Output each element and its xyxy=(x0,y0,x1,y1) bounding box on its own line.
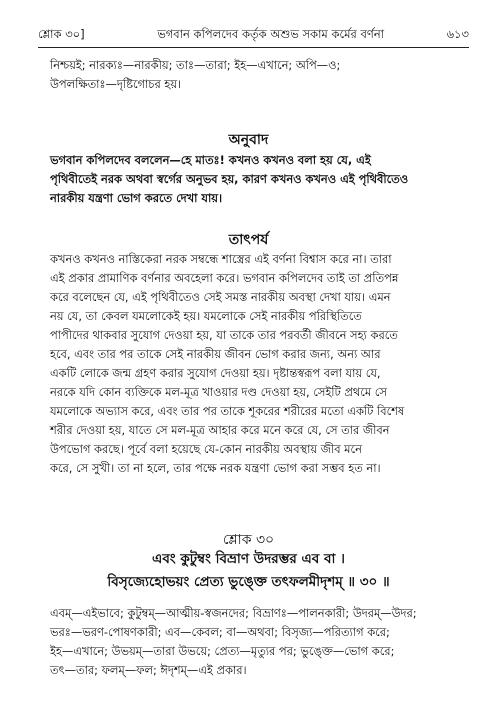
purport-line: উপভোগ করছে। পূর্বে বলা হয়েছে যে-কোন নারকীয় অবস্থায় জীব মনে xyxy=(50,442,362,456)
purport-line: করে বলেছেন যে, এই পৃথিবীতেও সেই সমস্ত নারকীয় অবস্থা দেখা যায়। এমন xyxy=(50,290,391,304)
word-gloss-bottom xyxy=(50,604,469,680)
purport-line: এই প্রকার প্রামাণিক বর্ণনার অবহেলা করে। ভগবান কপিলদেব তাই তা প্রতিপন্ন xyxy=(50,271,399,285)
gloss-line: ইহ—এখানে; উভয়ম্—তারা উভয়ে; প্রেত্য—মৃত্যুর পর; ভুঙ্ক্তে—ভোগ করে; xyxy=(50,644,395,658)
translation-line: ভগবান কপিলদেব বললেন—হে মাতঃ! কখনও কখনও বলা হয় যে, এই xyxy=(50,153,371,167)
purport-line: নয় যে, তা কেবল যমলোকেই হয়। যমলোকে সেই নারকীয় পরিস্থিতিতে xyxy=(50,309,362,323)
purport-text xyxy=(50,250,469,478)
purport-line: হবে, এবং তার পর তাকে সেই নারকীয় জীবন ভোগ করার জন্য, অন্য আর xyxy=(50,347,381,361)
purport-line: নরকে যদি কোন ব্যক্তিকে মল-মূত্র খাওয়ার দণ্ড দেওয়া হয়, সেইটি প্রথমে সে xyxy=(50,385,387,399)
page-header xyxy=(38,26,469,44)
purport-line: শরীর দেওয়া হয়, যাতে সে মল-মূত্র আহার করে মনে করে যে, সে তার জীবন xyxy=(50,423,390,437)
gloss-line: নিশ্চয়ই; নারক্যঃ—নারকীয়; তাঃ—তারা; ইহ—এখানে; অপি—ও; xyxy=(50,58,341,72)
translation-text xyxy=(50,151,469,208)
verse-heading: শ্লোক ৩০ xyxy=(222,532,275,548)
header-page-number: ৬১৩ xyxy=(446,26,469,41)
purport-line: কখনও কখনও নাস্তিকেরা নরক সম্বন্ধে শাস্ত্রের এই বর্ণনা বিশ্বাস করে না। তারা xyxy=(50,252,392,266)
gloss-line: ভরঃ—ভরণ-পোষণকারী; এব—কেবল; বা—অথবা; বিসৃজ্য—পরিত্যাগ করে; xyxy=(50,625,390,639)
header-divider xyxy=(38,47,469,48)
word-gloss-top xyxy=(50,56,469,94)
translation-line: নারকীয় যন্ত্রণা ভোগ করতে দেখা যায়। xyxy=(50,191,223,205)
verse-line-1: এবং কুটুম্বং বিভ্রাণ উদরম্ভর এব বা । xyxy=(152,551,345,567)
purport-line: করে, সে সুখী। তা না হলে, তার পক্ষে নরক যন্ত্রণা ভোগ করা সম্ভব হত না। xyxy=(50,461,381,475)
header-chapter-title: ভগবান কপিলদেব কর্তৃক অশুভ সকাম কর্মের বর্ণনা xyxy=(157,26,385,41)
translation-line: পৃথিবীতেই নরক অথবা স্বর্গের অনুভব হয়, কারণ কখনও কখনও এই পৃথিবীতেও xyxy=(50,172,409,186)
gloss-line: এবম্—এইভাবে; কুটুম্বম্—আত্মীয়-স্বজনদের; বিভ্রাণঃ—পালনকারী; উদরম্—উদর; xyxy=(50,606,417,620)
translation-heading: অনুবাদ xyxy=(228,132,269,148)
gloss-line: উপলক্ষিতাঃ—দৃষ্টিগোচর হয়। xyxy=(50,77,182,91)
purport-line: পাপীদের থাকবার সুযোগ দেওয়া হয়, যা তাকে তার পরবর্তী জীবনে সহ্য করতে xyxy=(50,328,398,342)
gloss-line: তৎ—তার; ফলম্—ফল; ঈদৃশম্—এই প্রকার। xyxy=(50,663,247,677)
header-verse-ref: শ্লোক ৩০] xyxy=(38,26,85,41)
purport-line: একটি লোকে জন্ম গ্রহণ করার সুযোগ দেওয়া হয়। দৃষ্টান্তস্বরূপ বলা যায় যে, xyxy=(50,366,381,380)
purport-heading: তাৎপর্য xyxy=(228,232,269,248)
purport-line: যমলোকে অভ্যাস করে, এবং তার পর তাকে শূকরের শরীরের মতো একটি বিশেষ xyxy=(50,404,405,418)
verse-line-2: বিসৃজ্যেহোভয়ং প্রেত্য ভুঙ্ক্তে তৎফলমীদৃশম্ ॥ ৩০ ॥ xyxy=(107,574,390,590)
